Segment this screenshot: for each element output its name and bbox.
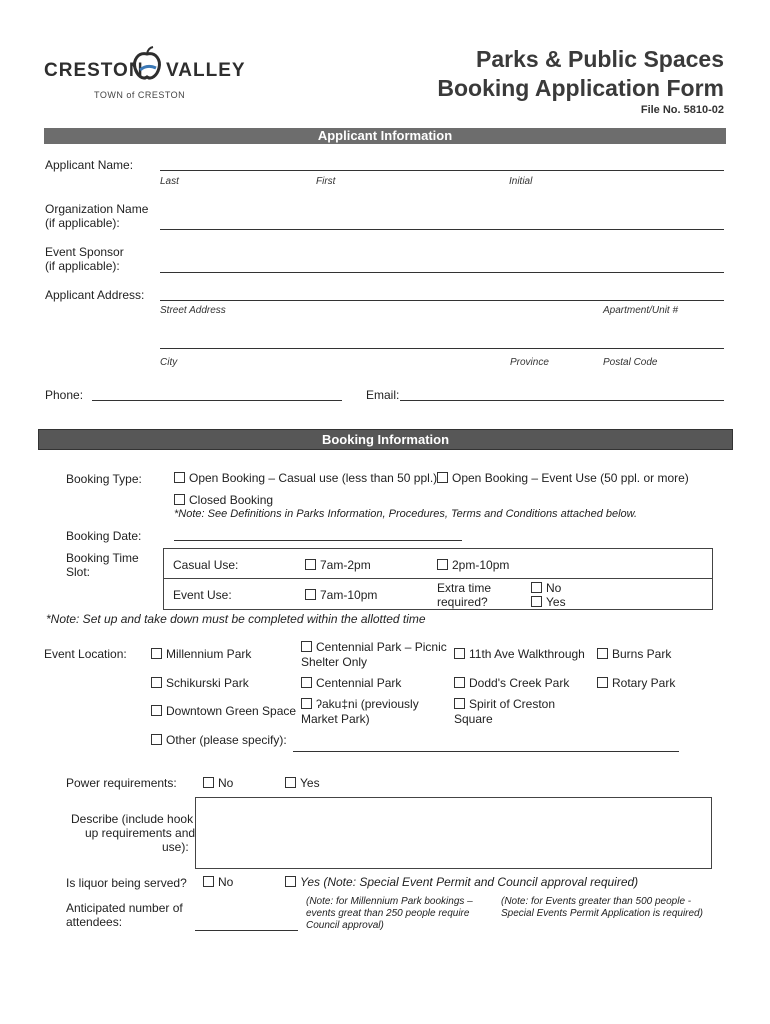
checkbox-icon[interactable] — [151, 677, 162, 688]
location-aku[interactable] — [301, 697, 419, 711]
attendees-label: Anticipated number of — [66, 901, 183, 915]
location-millennium[interactable] — [151, 647, 251, 661]
booking-type-closed[interactable] — [174, 493, 273, 507]
liquor-no[interactable] — [203, 875, 233, 889]
liquor-no-label: No — [218, 875, 234, 889]
location-walkthrough-label: 11th Ave Walkthrough — [469, 647, 585, 661]
checkbox-icon[interactable] — [454, 677, 465, 688]
location-rotary[interactable] — [597, 676, 675, 690]
location-aku-label: ʔaku‡ni (previously — [316, 697, 419, 711]
file-number: File No. 5810-02 — [640, 104, 724, 116]
city-hint: City — [160, 357, 178, 368]
extra-time-label-sub: required? — [437, 595, 488, 609]
checkbox-icon[interactable] — [203, 876, 214, 887]
power-label: Power requirements: — [66, 776, 177, 790]
millennium-note: (Note: for Millennium Park bookings – events great than 250 people require Council approval) — [306, 896, 473, 931]
power-no[interactable] — [203, 776, 233, 790]
booking-date-field[interactable] — [174, 540, 462, 541]
booking-type-closed-label: Closed Booking — [189, 493, 274, 507]
logo-apple-icon — [130, 46, 164, 82]
street-address-hint: Street Address — [160, 305, 226, 316]
form-title-line2: Booking Application Form — [437, 75, 724, 101]
logo-valley: VALLEY — [166, 60, 246, 81]
extra-time-label: Extra time — [437, 581, 492, 595]
applicant-name-label: Applicant Name: — [45, 158, 134, 172]
logo-subtitle: TOWN of CRESTON — [94, 90, 186, 100]
location-burns-label: Burns Park — [612, 647, 672, 661]
checkbox-icon[interactable] — [174, 494, 185, 505]
describe-label-2: up requirements and — [85, 826, 196, 840]
checkbox-icon[interactable] — [174, 472, 185, 483]
section-booking-header: Booking Information — [38, 429, 733, 450]
power-yes[interactable] — [285, 776, 320, 790]
location-spirit-label: Spirit of Creston — [469, 697, 556, 711]
checkbox-icon[interactable] — [597, 677, 608, 688]
checkbox-icon[interactable] — [305, 589, 316, 600]
checkbox-icon[interactable] — [437, 559, 448, 570]
logo — [44, 46, 244, 106]
phone-field[interactable] — [92, 400, 342, 401]
extra-time-no[interactable] — [531, 581, 561, 595]
location-other[interactable] — [151, 733, 287, 747]
city-field[interactable] — [160, 348, 724, 349]
checkbox-icon[interactable] — [301, 677, 312, 688]
booking-type-note: *Note: See Definitions in Parks Information, Procedures, Terms and Conditions attached below. — [174, 508, 638, 520]
booking-type-event-label: Open Booking – Event Use (50 ppl. or more) — [452, 471, 689, 485]
unit-hint: Apartment/Unit # — [603, 305, 679, 316]
phone-label: Phone: — [45, 388, 84, 402]
event-7am-10pm-label: 7am-10pm — [320, 588, 378, 602]
booking-type-casual-label: Open Booking – Casual use (less than 50 ppl.) — [189, 471, 438, 485]
sponsor-label: Event Sponsor — [45, 245, 124, 259]
location-walkthrough[interactable] — [454, 647, 585, 661]
casual-2pm-10pm-label: 2pm-10pm — [452, 558, 510, 572]
location-downtown-label: Downtown Green Space — [166, 704, 297, 718]
location-centennial-picnic-label: Centennial Park – Picnic — [316, 640, 447, 654]
event-location-label: Event Location: — [44, 647, 127, 661]
describe-label-3: use): — [162, 840, 189, 854]
logo-creston: CRESTON — [44, 60, 144, 81]
checkbox-icon[interactable] — [531, 582, 542, 593]
describe-textarea[interactable] — [195, 797, 712, 869]
street-address-field[interactable] — [160, 300, 724, 301]
checkbox-icon[interactable] — [151, 705, 162, 716]
location-spirit[interactable] — [454, 697, 555, 711]
location-downtown[interactable] — [151, 704, 296, 718]
power-no-label: No — [218, 776, 234, 790]
location-schikurski[interactable] — [151, 676, 249, 690]
location-centennial[interactable] — [301, 676, 401, 690]
describe-label: Describe (include hook — [71, 812, 194, 826]
location-spirit-label-sub: Square — [454, 712, 493, 726]
checkbox-icon[interactable] — [301, 641, 312, 652]
checkbox-icon[interactable] — [203, 777, 214, 788]
location-centennial-label: Centennial Park — [316, 676, 402, 690]
event-use-label: Event Use: — [173, 588, 232, 602]
liquor-yes[interactable] — [285, 875, 638, 889]
time-slot-label-sub: Slot: — [66, 565, 91, 579]
time-slot-divider — [164, 578, 712, 579]
name-initial-hint: Initial — [509, 176, 533, 187]
location-other-label: Other (please specify): — [166, 733, 287, 747]
casual-2pm-10pm[interactable] — [437, 558, 509, 572]
province-hint: Province — [510, 357, 549, 368]
location-burns[interactable] — [597, 647, 671, 661]
checkbox-icon[interactable] — [305, 559, 316, 570]
address-label: Applicant Address: — [45, 288, 145, 302]
location-rotary-label: Rotary Park — [612, 676, 676, 690]
location-schikurski-label: Schikurski Park — [166, 676, 249, 690]
sponsor-field[interactable] — [160, 272, 724, 273]
casual-7am-2pm[interactable] — [305, 558, 371, 572]
location-dodds-label: Dodd's Creek Park — [469, 676, 570, 690]
location-other-field[interactable] — [293, 751, 679, 752]
organization-field[interactable] — [160, 229, 724, 230]
sponsor-label-sub: (if applicable): — [45, 259, 120, 273]
email-label: Email: — [366, 388, 400, 402]
checkbox-icon[interactable] — [301, 698, 312, 709]
checkbox-icon[interactable] — [454, 648, 465, 659]
checkbox-icon[interactable] — [151, 648, 162, 659]
time-slot-label: Booking Time — [66, 551, 139, 565]
extra-time-yes-label: Yes — [546, 595, 566, 609]
booking-type-casual[interactable] — [174, 471, 437, 485]
checkbox-icon[interactable] — [285, 876, 296, 887]
location-centennial-picnic[interactable] — [301, 640, 447, 654]
organization-label: Organization Name — [45, 202, 149, 216]
checkbox-icon[interactable] — [151, 734, 162, 745]
organization-label-sub: (if applicable): — [45, 216, 120, 230]
liquor-label: Is liquor being served? — [66, 876, 187, 890]
casual-use-label: Casual Use: — [173, 558, 239, 572]
extra-time-no-label: No — [546, 581, 562, 595]
checkbox-icon[interactable] — [531, 596, 542, 607]
attendees-field[interactable] — [195, 930, 298, 931]
section-applicant-header: Applicant Information — [44, 128, 726, 144]
applicant-name-field[interactable] — [160, 170, 724, 171]
attendees-label-2: attendees: — [66, 915, 123, 929]
setup-note: *Note: Set up and take down must be completed within the allotted time — [46, 612, 426, 626]
liquor-yes-label: Yes (Note: Special Event Permit and Council approval required) — [300, 875, 639, 889]
location-dodds[interactable] — [454, 676, 569, 690]
booking-type-event[interactable] — [437, 471, 689, 485]
power-yes-label: Yes — [300, 776, 320, 790]
extra-time-yes[interactable] — [531, 595, 566, 609]
checkbox-icon[interactable] — [437, 472, 448, 483]
booking-type-label: Booking Type: — [66, 472, 142, 486]
checkbox-icon[interactable] — [597, 648, 608, 659]
casual-7am-2pm-label: 7am-2pm — [320, 558, 371, 572]
email-field[interactable] — [400, 400, 724, 401]
location-aku-label-sub: Market Park) — [301, 712, 370, 726]
booking-date-label: Booking Date: — [66, 529, 142, 543]
name-first-hint: First — [316, 176, 336, 187]
checkbox-icon[interactable] — [454, 698, 465, 709]
location-millennium-label: Millennium Park — [166, 647, 252, 661]
postal-code-hint: Postal Code — [603, 357, 658, 368]
name-last-hint: Last — [160, 176, 179, 187]
event-7am-10pm[interactable] — [305, 588, 377, 602]
special-events-note: (Note: for Events greater than 500 people - Special Events Permit Application is required) — [501, 896, 703, 919]
checkbox-icon[interactable] — [285, 777, 296, 788]
form-title-line1: Parks & Public Spaces — [475, 46, 724, 72]
location-centennial-picnic-label-sub: Shelter Only — [301, 655, 368, 669]
